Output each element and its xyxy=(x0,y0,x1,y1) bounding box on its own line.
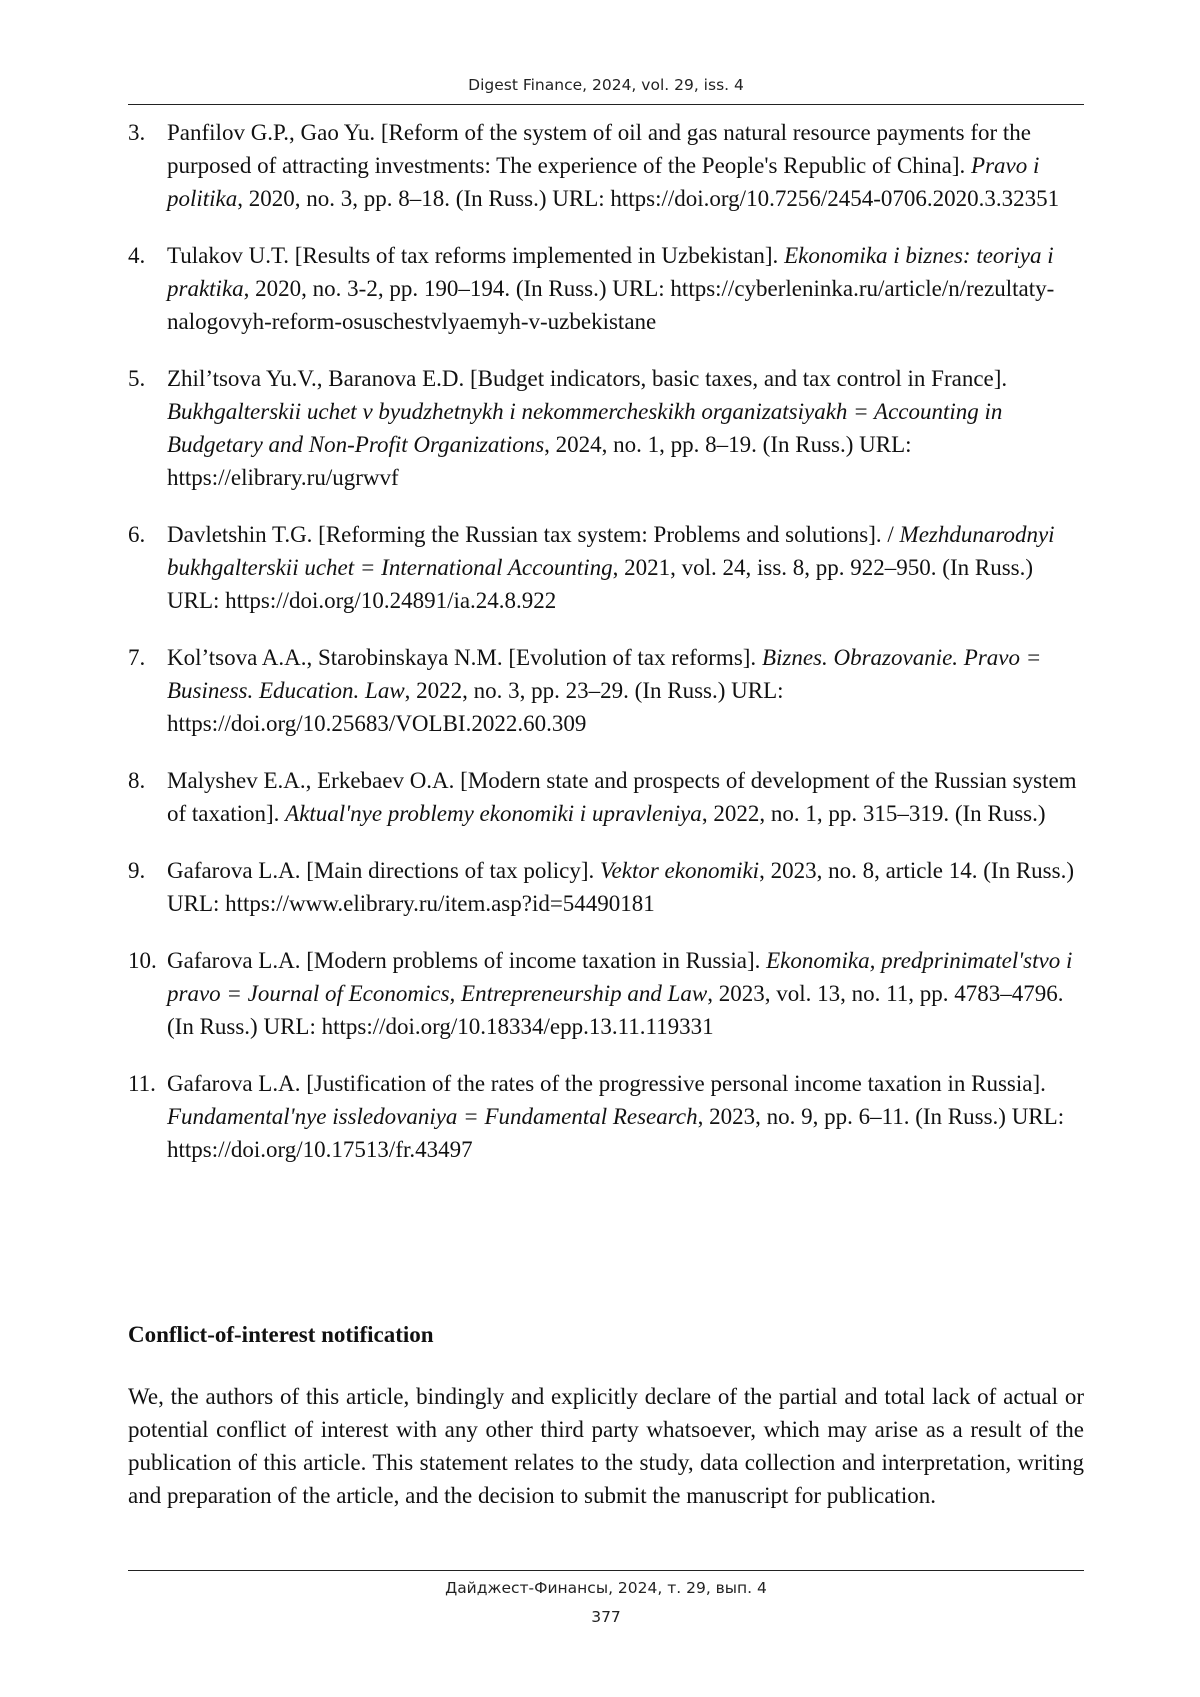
journal-title: Aktual'nye problemy ekonomiki i upravleniya xyxy=(285,801,702,826)
reference-text: Tulakov U.T. [Results of tax reforms implemented in Uzbekistan]. Ekonomika i biznes: teoriya i praktika, 2020, no. 3-2, pp. 190–194. (In Russ.) URL: https://cyberleninka.ru/article/n/rezultaty-nalogovyh-reform-osuschestvlyaemyh-v-uzbekistane xyxy=(167,243,1055,334)
header-rule xyxy=(128,104,1084,105)
reference-number: 6. xyxy=(128,522,146,547)
reference-text: Malyshev E.A., Erkebaev O.A. [Modern state and prospects of development of the Russian system of taxation]. Aktual'nye problemy ekonomiki i upravleniya, 2022, no. 1, pp. 315–319. (In Russ.) xyxy=(167,768,1077,826)
reference-number: 4. xyxy=(128,243,146,268)
reference-text: Zhil’tsova Yu.V., Baranova E.D. [Budget indicators, basic taxes, and tax control in France]. Bukhgalterskii uchet v byudzhetnykh i nekommercheskikh organizatsiyakh = Accounting in Budgetary and Non-Profit Organizations, 2024, no. 1, pp. 8–19. (In Russ.) URL: https://elibrary.ru/ugrwvf xyxy=(167,366,1008,490)
journal-title: Biznes. Obrazovanie. Pravo = Business. Education. Law xyxy=(167,645,1042,703)
reference-text: Gafarova L.A. [Main directions of tax policy]. Vektor ekonomiki, 2023, no. 8, article 14. (In Russ.) URL: https://www.elibrary.ru/item.asp?id=54490181 xyxy=(167,858,1074,916)
reference-item xyxy=(128,1067,1088,1166)
reference-item xyxy=(128,944,1088,1043)
conflict-of-interest-section xyxy=(128,1318,1084,1512)
running-header: Digest Finance, 2024, vol. 29, iss. 4 xyxy=(468,76,744,94)
journal-title: Fundamental'nye issledovaniya = Fundamental Research xyxy=(167,1104,698,1129)
conflict-statement: We, the authors of this article, bindingly and explicitly declare of the partial and total lack of actual or potential conflict of interest with any other third party whatsoever, which may arise as a result of the publication of this article. This statement relates to the study, data collection and interpretation, writing and preparation of the article, and the decision to submit the manuscript for publication. xyxy=(128,1384,1084,1508)
page-number: 377 xyxy=(591,1608,621,1626)
reference-item xyxy=(128,239,1088,338)
reference-item xyxy=(128,116,1088,215)
reference-list xyxy=(128,116,1088,1190)
reference-text: Panfilov G.P., Gao Yu. [Reform of the system of oil and gas natural resource payments for the purposed of attracting investments: The experience of the People's Republic of China]. Pravo i politika, 2020, no. 3, pp. 8–18. (In Russ.) URL: https://doi.org/10.7256/2454-0706.2020.3.32351 xyxy=(167,120,1060,211)
reference-item xyxy=(128,854,1088,920)
reference-item xyxy=(128,362,1088,494)
journal-title: Bukhgalterskii uchet v byudzhetnykh i nekommercheskikh organizatsiyakh = Accounting in Budgetary and Non-Profit Organizations xyxy=(167,399,1003,457)
reference-number: 8. xyxy=(128,768,146,793)
section-heading: Conflict-of-interest notification xyxy=(128,1322,434,1347)
reference-text: Kol’tsova A.A., Starobinskaya N.M. [Evolution of tax reforms]. Biznes. Obrazovanie. Pravo = Business. Education. Law, 2022, no. 3, pp. 23–29. (In Russ.) URL: https://doi.org/10.25683/VOLBI.2022.60.309 xyxy=(167,645,1042,736)
reference-number: 9. xyxy=(128,858,146,883)
running-footer xyxy=(128,1574,1084,1632)
reference-number: 5. xyxy=(128,366,146,391)
reference-number: 3. xyxy=(128,120,146,145)
journal-title: Ekonomika, predprinimatel'stvo i pravo = Journal of Economics, Entrepreneurship and Law xyxy=(167,948,1073,1006)
journal-title: Pravo i politika xyxy=(167,153,1040,211)
reference-text: Gafarova L.A. [Justification of the rates of the progressive personal income taxation in Russia]. Fundamental'nye issledovaniya = Fundamental Research, 2023, no. 9, pp. 6–11. (In Russ.) URL: https://doi.org/10.17513/fr.43497 xyxy=(167,1071,1065,1162)
footer-rule xyxy=(128,1570,1084,1571)
reference-item xyxy=(128,518,1088,617)
reference-text: Davletshin T.G. [Reforming the Russian tax system: Problems and solutions]. / Mezhdunarodnyi bukhgalterskii uchet = International Accounting, 2021, vol. 24, iss. 8, pp. 922–950. (In Russ.) URL: https://doi.org/10.24891/ia.24.8.922 xyxy=(167,522,1055,613)
reference-text: Gafarova L.A. [Modern problems of income taxation in Russia]. Ekonomika, predprinimatel'stvo i pravo = Journal of Economics, Entrepreneurship and Law, 2023, vol. 13, no. 11, pp. 4783–4796. (In Russ.) URL: https://doi.org/10.18334/epp.13.11.119331 xyxy=(167,948,1073,1039)
reference-number: 11. xyxy=(128,1071,156,1096)
journal-title: Vektor ekonomiki xyxy=(600,858,760,883)
journal-title: Mezhdunarodnyi bukhgalterskii uchet = International Accounting xyxy=(167,522,1055,580)
reference-item xyxy=(128,764,1088,830)
reference-number: 10. xyxy=(128,948,157,973)
reference-number: 7. xyxy=(128,645,146,670)
journal-title: Ekonomika i biznes: teoriya i praktika xyxy=(167,243,1054,301)
reference-item xyxy=(128,641,1088,740)
footer-journal-title: Дайджест-Финансы, 2024, т. 29, вып. 4 xyxy=(445,1579,767,1597)
